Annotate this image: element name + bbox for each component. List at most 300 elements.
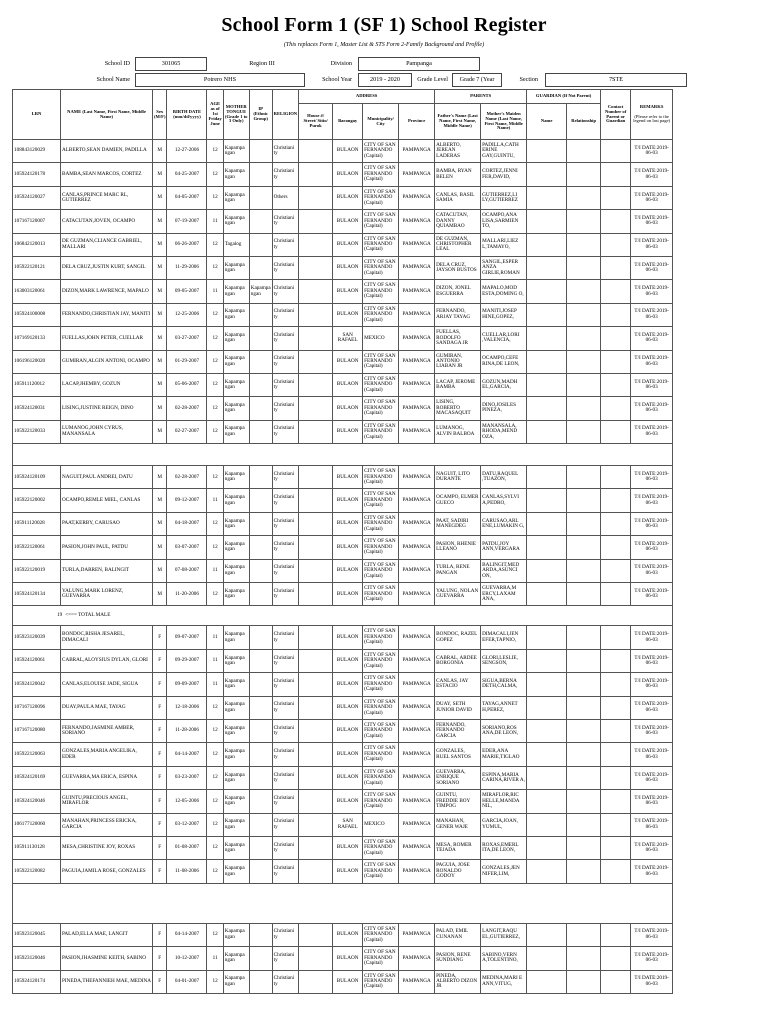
cell-contact [601,626,631,649]
cell-birth-date: 03-23-2007 [167,766,207,789]
cell-lrn: 105924120042 [13,673,61,696]
division-field: Pampanga [358,57,480,71]
cell-remarks: T/I DATE:2019-06-03 [631,210,673,233]
cell-contact [601,489,631,512]
col-remarks: REMARKS (Please refer to the legend on last page) [631,90,673,140]
cell-religion: Christiani ty [272,559,299,582]
cell-birth-date: 06-26-2007 [167,233,207,256]
table-row [13,673,673,696]
cell-mother-tongue: Kapampa ngan [223,743,249,766]
cell-mother: MEDINA,MARI E ANN,VITUG, [481,970,527,993]
col-barangay: Barangay [333,104,363,140]
cell-house [299,626,333,649]
cell-sex: F [153,766,167,789]
cell-remarks: T/I DATE:2019-06-03 [631,923,673,946]
cell-father: LUMANOG, ALVIN BALBOA [435,420,481,443]
table-row [13,743,673,766]
cell-age: 11 [207,947,223,970]
register-table [12,89,673,994]
cell-ip [249,813,272,836]
cell-municipality: CITY OF SAN FERNANDO (Capital) [363,397,399,420]
cell-guardian-name [527,970,567,993]
cell-remarks: T/I DATE:2019-06-03 [631,420,673,443]
cell-name: DELA CRUZ,JUSTIN KURT, SANGIL [61,256,153,279]
cell-relationship [567,489,601,512]
cell-mother: GOZUN,MADH EL,GARCIA, [481,373,527,396]
cell-birth-date: 11-08-2006 [167,860,207,883]
cell-age: 12 [207,256,223,279]
cell-barangay: BULAON [333,210,363,233]
cell-barangay: BULAON [333,350,363,373]
cell-birth-date: 02-28-2007 [167,397,207,420]
cell-lrn: 107167120007 [13,210,61,233]
cell-ip: Kapampa ngan [249,280,272,303]
cell-guardian-name [527,233,567,256]
cell-house [299,970,333,993]
cell-house [299,256,333,279]
cell-contact [601,420,631,443]
cell-contact [601,280,631,303]
cell-sex: M [153,350,167,373]
cell-lrn: 105924120174 [13,970,61,993]
cell-contact [601,559,631,582]
cell-province: PAMPANGA [399,860,435,883]
cell-age: 12 [207,420,223,443]
cell-birth-date: 11-20-2006 [167,583,207,606]
cell-age: 12 [207,536,223,559]
cell-house [299,420,333,443]
row-spacer [13,444,673,466]
col-address: ADDRESS [299,90,435,104]
cell-remarks: T/I DATE:2019-06-03 [631,790,673,813]
cell-house [299,583,333,606]
cell-mother: LANGIT,RAQU EL,GUTIERREZ, [481,923,527,946]
cell-sex: M [153,489,167,512]
cell-mother-tongue: Kapampa ngan [223,350,249,373]
cell-ip [249,163,272,186]
cell-contact [601,923,631,946]
cell-father: PAGUIA, JOSE RONALDO GODOY [435,860,481,883]
cell-house [299,233,333,256]
cell-birth-date: 12-27-2006 [167,140,207,163]
cell-municipality: MEXICO [363,813,399,836]
cell-religion: Christiani ty [272,489,299,512]
cell-age: 12 [207,466,223,489]
cell-mother-tongue: Kapampa ngan [223,813,249,836]
cell-mother-tongue: Kapampa ngan [223,947,249,970]
total-male-row [13,606,673,626]
cell-municipality: CITY OF SAN FERNANDO (Capital) [363,280,399,303]
cell-father: CABRAL, ARDEE BORGONIA [435,649,481,672]
cell-municipality: CITY OF SAN FERNANDO (Capital) [363,790,399,813]
cell-mother: GARCIA,JOAN, YUMUL, [481,813,527,836]
cell-age: 12 [207,860,223,883]
cell-birth-date: 09-07-2007 [167,626,207,649]
cell-lrn: 105924120031 [13,397,61,420]
cell-guardian-name [527,836,567,859]
cell-province: PAMPANGA [399,836,435,859]
cell-house [299,280,333,303]
cell-age: 12 [207,186,223,209]
cell-province: PAMPANGA [399,947,435,970]
cell-guardian-name [527,626,567,649]
cell-lrn: 106196120020 [13,350,61,373]
cell-barangay: BULAON [333,140,363,163]
cell-relationship [567,836,601,859]
cell-age: 11 [207,559,223,582]
cell-mother: GUTIERREZ,LI LY,GUTIERREZ [481,186,527,209]
cell-house [299,466,333,489]
cell-barangay: BULAON [333,947,363,970]
cell-lrn: 105911120012 [13,373,61,396]
table-row [13,140,673,163]
cell-father: OCAMPO, ELMER GUECO [435,489,481,512]
cell-municipality: CITY OF SAN FERNANDO (Capital) [363,373,399,396]
cell-relationship [567,373,601,396]
cell-lrn: 105924120027 [13,186,61,209]
cell-mother-tongue: Kapampa ngan [223,163,249,186]
cell-sex: F [153,860,167,883]
col-parents: PARENTS [435,90,527,104]
cell-mother-tongue: Kapampa ngan [223,923,249,946]
cell-age: 12 [207,790,223,813]
table-row [13,766,673,789]
cell-age: 12 [207,719,223,742]
cell-guardian-name [527,163,567,186]
cell-mother-tongue: Kapampa ngan [223,420,249,443]
cell-lrn: 105922120063 [13,743,61,766]
cell-sex: M [153,397,167,420]
cell-mother: MANANSALA, RHODA,MEND OZA, [481,420,527,443]
cell-relationship [567,743,601,766]
cell-house [299,743,333,766]
cell-religion: Christiani ty [272,583,299,606]
cell-house [299,559,333,582]
cell-municipality: CITY OF SAN FERNANDO (Capital) [363,626,399,649]
cell-sex: M [153,583,167,606]
cell-province: PAMPANGA [399,303,435,326]
school-id-label: School ID [104,60,130,67]
cell-remarks: T/I DATE:2019-06-03 [631,466,673,489]
cell-contact [601,813,631,836]
cell-age: 12 [207,813,223,836]
cell-province: PAMPANGA [399,696,435,719]
cell-relationship [567,719,601,742]
cell-ip [249,210,272,233]
cell-guardian-name [527,790,567,813]
table-row [13,397,673,420]
cell-province: PAMPANGA [399,813,435,836]
cell-ip [249,559,272,582]
cell-province: PAMPANGA [399,559,435,582]
cell-remarks: T/I DATE:2019-06-03 [631,327,673,350]
cell-religion: Christiani ty [272,923,299,946]
cell-father: FERNANDO, FERNANDO GARCIA [435,719,481,742]
cell-guardian-name [527,583,567,606]
cell-birth-date: 11-29-2006 [167,256,207,279]
cell-barangay: BULAON [333,860,363,883]
cell-age: 12 [207,743,223,766]
cell-mother: CANLAS,SYLVI A,PEDRO, [481,489,527,512]
cell-barangay: BULAON [333,233,363,256]
cell-province: PAMPANGA [399,790,435,813]
cell-contact [601,649,631,672]
cell-sex: F [153,970,167,993]
cell-father: GONZALES, RUEL SANTOS [435,743,481,766]
cell-municipality: CITY OF SAN FERNANDO (Capital) [363,970,399,993]
cell-remarks: T/I DATE:2019-06-03 [631,303,673,326]
cell-lrn: 105911130128 [13,836,61,859]
cell-religion: Christiani ty [272,743,299,766]
table-row [13,350,673,373]
cell-relationship [567,233,601,256]
cell-barangay: BULAON [333,420,363,443]
cell-name: PINEDA,THEFANNIEH MAE, MEDINA [61,970,153,993]
cell-contact [601,327,631,350]
cell-remarks: T/I DATE:2019-06-03 [631,626,673,649]
cell-house [299,303,333,326]
cell-house [299,836,333,859]
cell-religion: Christiani ty [272,420,299,443]
cell-contact [601,303,631,326]
cell-birth-date: 12-05-2006 [167,790,207,813]
cell-ip [249,303,272,326]
cell-lrn: 106842120013 [13,233,61,256]
cell-religion: Christiani ty [272,719,299,742]
cell-birth-date: 04-01-2007 [167,970,207,993]
cell-municipality: CITY OF SAN FERNANDO (Capital) [363,947,399,970]
col-religion: RELIGION [272,90,299,140]
cell-father: BONDOC, RAZEL GOPEZ [435,626,481,649]
cell-father: DE GUZMAN, CHRISTOPHER LEAL [435,233,481,256]
cell-remarks: T/I DATE:2019-06-03 [631,673,673,696]
cell-relationship [567,140,601,163]
cell-contact [601,256,631,279]
cell-mother-tongue: Kapampa ngan [223,256,249,279]
cell-relationship [567,280,601,303]
cell-province: PAMPANGA [399,210,435,233]
cell-contact [601,836,631,859]
cell-ip [249,923,272,946]
cell-remarks: T/I DATE:2019-06-03 [631,947,673,970]
cell-father: CANLAS, JAY ESTACIO [435,673,481,696]
cell-barangay: BULAON [333,397,363,420]
cell-religion: Christiani ty [272,947,299,970]
col-age: AGE as of 1st Friday June [207,90,223,140]
cell-lrn: 105923120039 [13,626,61,649]
cell-relationship [567,256,601,279]
cell-religion: Christiani ty [272,210,299,233]
cell-barangay: BULAON [333,163,363,186]
cell-barangay: SAN RAFAEL [333,813,363,836]
cell-name: NAGUIT,PAUL ANDREI, DATU [61,466,153,489]
cell-barangay: SAN RAFAEL [333,327,363,350]
cell-ip [249,233,272,256]
cell-province: PAMPANGA [399,970,435,993]
cell-name: MANAHAN,PRINCESS ERICKA, GARCIA [61,813,153,836]
cell-ip [249,420,272,443]
cell-remarks: T/I DATE:2019-06-03 [631,163,673,186]
cell-lrn: 105924120046 [13,790,61,813]
cell-sex: M [153,327,167,350]
cell-religion: Christiani ty [272,836,299,859]
cell-remarks: T/I DATE:2019-06-03 [631,766,673,789]
cell-mother: PATDU,JOY ANN,VERGARA [481,536,527,559]
cell-municipality: CITY OF SAN FERNANDO (Capital) [363,420,399,443]
cell-mother: GLORI,LESLIE, SENGSON, [481,649,527,672]
cell-age: 11 [207,210,223,233]
cell-mother-tongue: Kapampa ngan [223,397,249,420]
cell-religion: Christiani ty [272,696,299,719]
col-guardian-name: Name [527,104,567,140]
cell-lrn: 105924100008 [13,303,61,326]
cell-ip [249,626,272,649]
cell-mother: OCAMPO,ANA LISA,SARMIEN TO, [481,210,527,233]
cell-name: CABRAL,ALOYSIUS DYLAN, GLORI [61,649,153,672]
cell-remarks: T/I DATE:2019-06-03 [631,350,673,373]
cell-mother: CORTEZ,JENNI FER,DAVID, [481,163,527,186]
cell-province: PAMPANGA [399,140,435,163]
cell-birth-date: 03-27-2007 [167,327,207,350]
table-row [13,280,673,303]
cell-municipality: CITY OF SAN FERNANDO (Capital) [363,350,399,373]
cell-house [299,860,333,883]
cell-province: PAMPANGA [399,163,435,186]
cell-mother-tongue: Kapampa ngan [223,536,249,559]
cell-remarks: T/I DATE:2019-06-03 [631,489,673,512]
cell-barangay: BULAON [333,303,363,326]
cell-barangay: BULAON [333,186,363,209]
cell-mother: MIRAFLOR,RIC HELLE,MANDA NIL, [481,790,527,813]
cell-religion: Christiani ty [272,327,299,350]
cell-municipality: CITY OF SAN FERNANDO (Capital) [363,923,399,946]
school-id-field: 301065 [135,57,207,71]
cell-name: FERNANDO,JASMINE AMBER, SORIANO [61,719,153,742]
cell-name: CANLAS,ELOUISE JADE, SIGUA [61,673,153,696]
cell-barangay: BULAON [333,583,363,606]
cell-sex: F [153,836,167,859]
cell-house [299,790,333,813]
col-municipality: Municipality/ City [363,104,399,140]
cell-province: PAMPANGA [399,233,435,256]
cell-guardian-name [527,512,567,535]
region-field: Region III [249,60,275,67]
cell-lrn: 105924120061 [13,649,61,672]
cell-sex: F [153,947,167,970]
cell-ip [249,766,272,789]
cell-guardian-name [527,489,567,512]
cell-religion: Christiani ty [272,256,299,279]
cell-mother: ESPINA,MARIA CARINA,RIVER A, [481,766,527,789]
cell-sex: M [153,280,167,303]
cell-sex: F [153,813,167,836]
cell-relationship [567,673,601,696]
cell-ip [249,536,272,559]
cell-age: 11 [207,280,223,303]
cell-guardian-name [527,766,567,789]
cell-municipality: CITY OF SAN FERNANDO (Capital) [363,303,399,326]
cell-province: PAMPANGA [399,923,435,946]
cell-province: PAMPANGA [399,583,435,606]
cell-relationship [567,947,601,970]
cell-relationship [567,536,601,559]
cell-age: 12 [207,350,223,373]
cell-house [299,373,333,396]
cell-mother-tongue: Kapampa ngan [223,766,249,789]
cell-name: OCAMPO,REMLE MIEL, CANLAS [61,489,153,512]
table-row [13,256,673,279]
cell-relationship [567,163,601,186]
cell-barangay: BULAON [333,626,363,649]
cell-age: 12 [207,233,223,256]
cell-age: 12 [207,923,223,946]
cell-guardian-name [527,673,567,696]
cell-remarks: T/I DATE:2019-06-03 [631,860,673,883]
cell-ip [249,583,272,606]
cell-sex: M [153,512,167,535]
cell-age: 12 [207,970,223,993]
cell-father: PINEDA, ALBERTO DIZON JR [435,970,481,993]
cell-mother: DINO,JOSILES PINEZA, [481,397,527,420]
cell-father: GUEVARRA, ENRIQUE SORIANO [435,766,481,789]
cell-mother: SANGIL,ESPER ANZA GIRLIE,ROMAN [481,256,527,279]
cell-province: PAMPANGA [399,420,435,443]
cell-municipality: CITY OF SAN FERNANDO (Capital) [363,536,399,559]
cell-ip [249,836,272,859]
cell-relationship [567,923,601,946]
table-row [13,186,673,209]
cell-religion: Others [272,186,299,209]
cell-mother-tongue: Kapampa ngan [223,836,249,859]
cell-mother-tongue: Kapampa ngan [223,559,249,582]
cell-religion: Christiani ty [272,536,299,559]
cell-birth-date: 12-25-2006 [167,303,207,326]
table-row [13,790,673,813]
cell-house [299,719,333,742]
table-row [13,466,673,489]
cell-municipality: CITY OF SAN FERNANDO (Capital) [363,583,399,606]
cell-name: PASION,JOHN PAUL, PATDU [61,536,153,559]
cell-guardian-name [527,397,567,420]
table-row [13,210,673,233]
cell-father: DIZON, JONEL ESGUERRA [435,280,481,303]
col-contact: Contact Number of Parent or Guardian [601,90,631,140]
section-label: Section [519,76,538,83]
cell-sex: F [153,790,167,813]
cell-barangay: BULAON [333,790,363,813]
cell-province: PAMPANGA [399,489,435,512]
cell-municipality: CITY OF SAN FERNANDO (Capital) [363,860,399,883]
cell-contact [601,140,631,163]
cell-lrn: 105923120045 [13,923,61,946]
cell-father: LISING, ROBERTO MACASAQUIT [435,397,481,420]
cell-remarks: T/I DATE:2019-06-03 [631,536,673,559]
cell-name: BAMBA,SEAN MARCOS, CORTEZ [61,163,153,186]
cell-remarks: T/I DATE:2019-06-03 [631,649,673,672]
cell-relationship [567,397,601,420]
cell-contact [601,719,631,742]
cell-name: GUEVARRA,MA ERICA, ESPINA [61,766,153,789]
cell-relationship [567,420,601,443]
cell-contact [601,373,631,396]
cell-house [299,923,333,946]
cell-religion: Christiani ty [272,140,299,163]
table-row [13,303,673,326]
cell-barangay: BULAON [333,673,363,696]
cell-relationship [567,790,601,813]
cell-sex: M [153,536,167,559]
cell-father: PASION, RENE SUNDIANG [435,947,481,970]
